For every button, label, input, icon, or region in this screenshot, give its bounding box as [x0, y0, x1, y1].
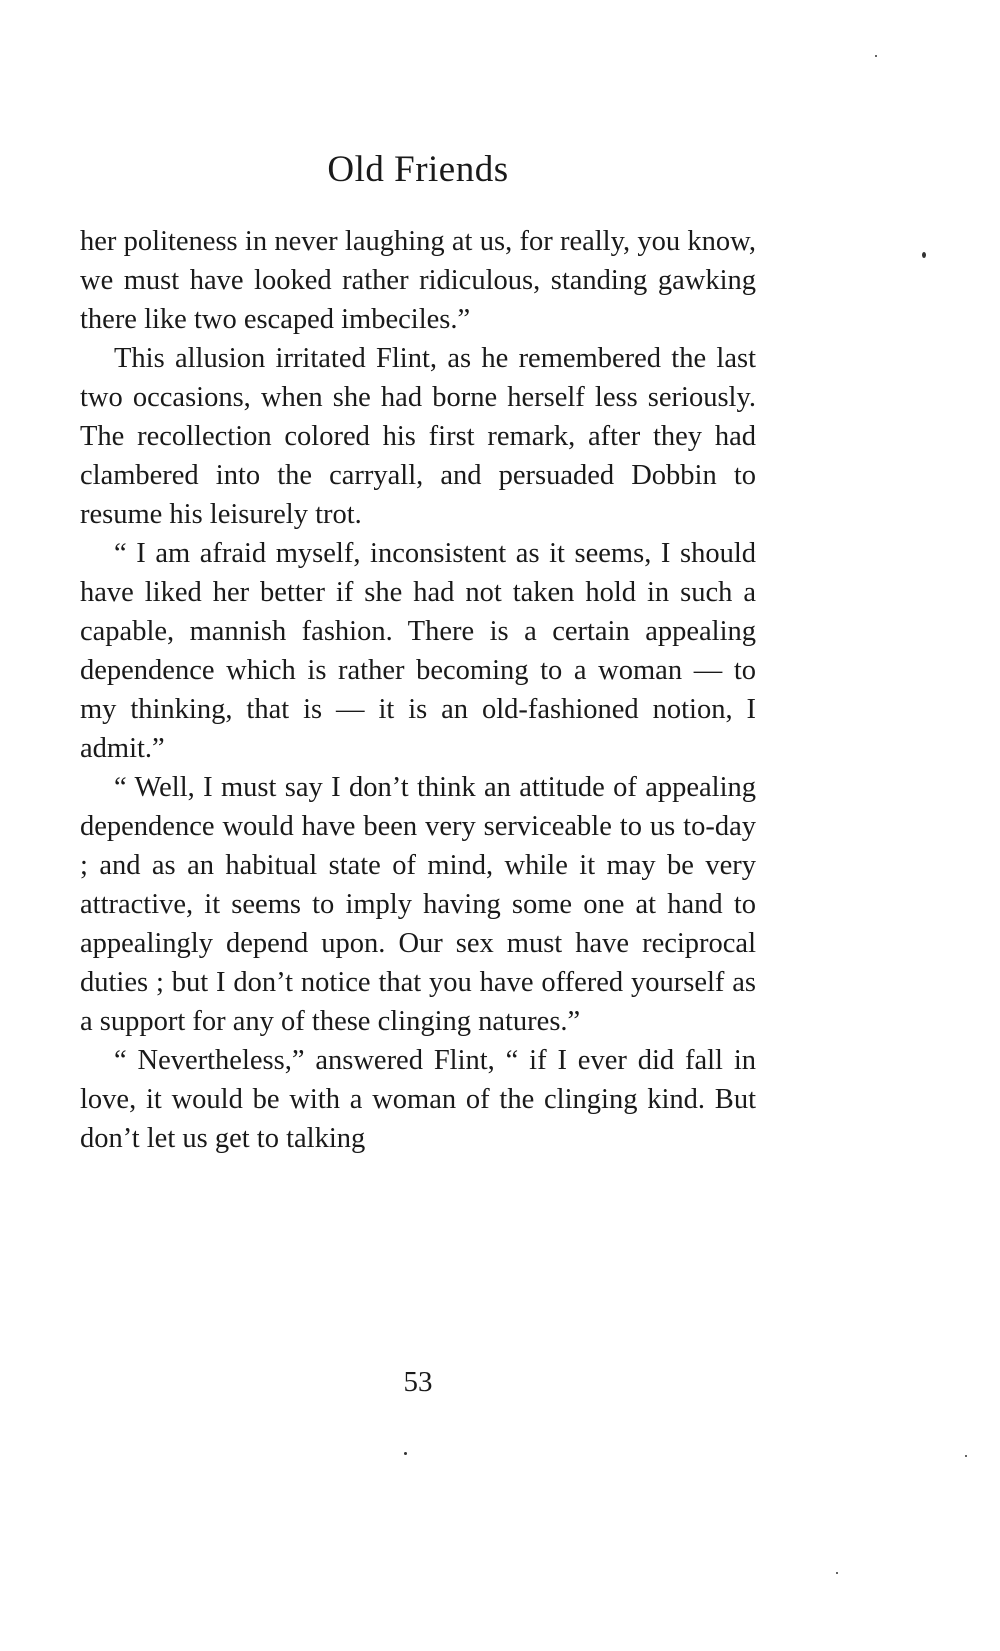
paragraph: “ Well, I must say I don’t think an attitude of appealing dependence would have been very serviceable to us to-day ; and as an habitual state of mind, while it may be very attractive, it seems to imply having some one at hand to appealingly depend upon. Our sex must have reciprocal duties ; but I don’t notice that you have offered yourself as a support for any of these clinging natures.” — [80, 772, 756, 1037]
page-number: 53 — [403, 1366, 433, 1398]
paragraph: “ I am afraid myself, inconsistent as it seems, I should have liked her better if she had not taken hold in such a capable, mannish fashion. There is a certain appealing dependence which is rather becoming to a woman — to my thinking, that is — it is an old-fashioned notion, I admit.” — [80, 538, 756, 764]
paragraph: her politeness in never laughing at us, for really, you know, we must have looked rather ridiculous, standing gawking there like two escaped imbeciles.” — [80, 226, 756, 335]
paragraph: “ Nevertheless,” answered Flint, “ if I ever did fall in love, it would be with a woman of the clinging kind. But don’t let us get to talking — [80, 1045, 756, 1154]
body-text — [80, 222, 756, 1158]
scan-speck — [404, 1452, 407, 1455]
scan-speck — [836, 1572, 838, 1574]
scan-speck — [875, 55, 877, 57]
scan-speck — [922, 252, 926, 258]
running-head: Old Friends — [327, 149, 509, 190]
paragraph: This allusion irritated Flint, as he remembered the last two occasions, when she had borne herself less seriously. The recollection colored his first remark, after they had clambered into the carryall, and persuaded Dobbin to resume his leisurely trot. — [80, 343, 756, 530]
scan-speck — [965, 1455, 967, 1457]
